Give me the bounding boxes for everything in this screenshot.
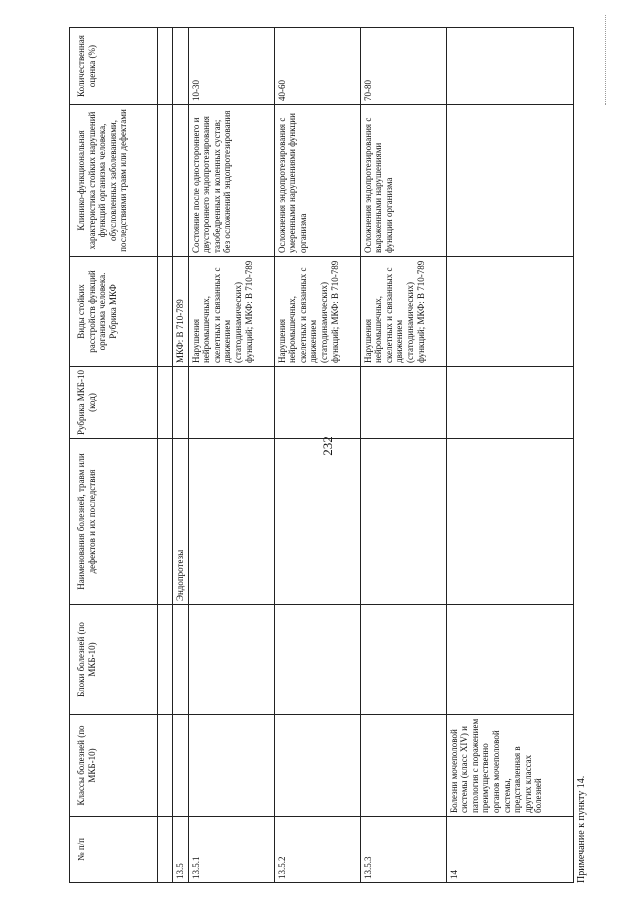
- table-row: [446, 28, 573, 883]
- header-rating: Количественная оценка (%): [70, 28, 158, 105]
- section-name: Эндопротезы: [173, 439, 189, 605]
- header-types: Виды стойких расстройств функций организма человека. Рубрика МКФ: [70, 257, 158, 367]
- row-rating: 70-80: [360, 28, 446, 105]
- footer-dotted-line: [605, 15, 606, 105]
- row-clinical: Состояние после одностороннего и двустороннего эндопротезирования тазобедренных и коленных сустав; без осложнений эндопротезирования: [188, 105, 274, 257]
- section-types: МКФ: В 710-789: [173, 257, 189, 367]
- table-note: Примечание к пункту 14.: [576, 775, 587, 883]
- section-row: [173, 28, 189, 883]
- table-row: [188, 28, 274, 883]
- row-rating: 10-30: [188, 28, 274, 105]
- row-clinical: Осложнения эндопротезирования с умеренными нарушениями функции организма: [274, 105, 360, 257]
- row-types: Нарушения нейромышечных, скелетных и связанных с движением (статодинамических) функций; МКФ: В 710-789: [274, 257, 360, 367]
- row-types: Нарушения нейромышечных, скелетных и связанных с движением (статодинамических) функций; МКФ: В 710-789: [360, 257, 446, 367]
- section-num: 13.5: [173, 817, 189, 883]
- header-block: Блоки болезней (по МКБ-10): [70, 605, 158, 715]
- row-num: 13.5.3: [360, 817, 446, 883]
- header-clinical: Клинико-функциональная характеристика стойких нарушений функций организма человека, обусловленных заболеваниями, последствиями травм или дефектами: [70, 105, 158, 257]
- row-types: Нарушения нейромышечных, скелетных и связанных с движением (статодинамических) функций; МКФ: В 710-789: [188, 257, 274, 367]
- table-row: [274, 28, 360, 883]
- header-rubric: Рубрика МКБ-10 (код): [70, 367, 158, 439]
- page-number: 232: [320, 436, 335, 456]
- row-clinical: Осложнения эндопротезирования с выраженными нарушениями функции организма: [360, 105, 446, 257]
- row-num: 13.5.2: [274, 817, 360, 883]
- row-num: 13.5.1: [188, 817, 274, 883]
- header-num: № п/п: [70, 817, 158, 883]
- spacer-row: [158, 28, 173, 883]
- row-num: 14: [446, 817, 573, 883]
- disability-criteria-table: [69, 27, 574, 883]
- row-class: Болезни мочеполовой системы (класс XIV) и патология с поражением преимущественно органов мочеполовой системы, представленная в других классах болезней: [446, 715, 573, 817]
- header-name: Наименования болезней, травм или дефектов и их последствия: [70, 439, 158, 605]
- header-class: Классы болезней (по МКБ-10): [70, 715, 158, 817]
- row-rating: 40-60: [274, 28, 360, 105]
- table-header-row: [70, 28, 158, 883]
- table-row: [360, 28, 446, 883]
